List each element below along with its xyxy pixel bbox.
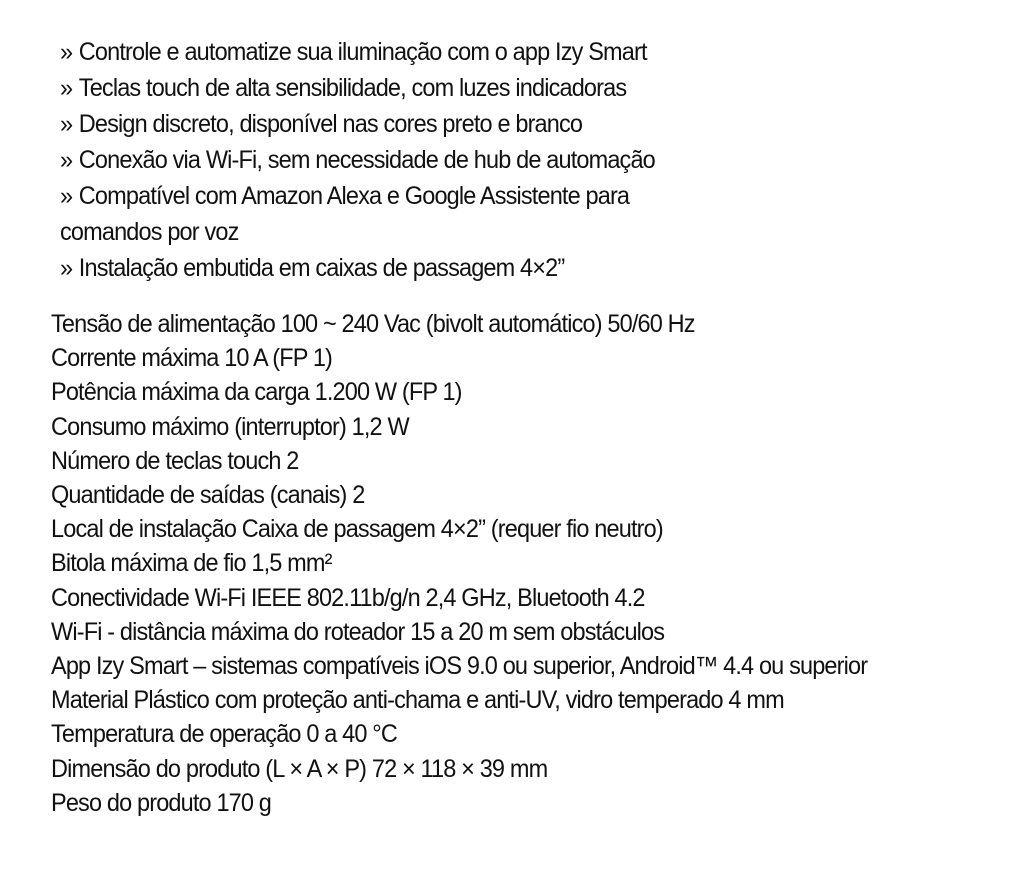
spec-line-max-consumption: Consumo máximo (interruptor) 1,2 W — [51, 412, 409, 441]
feature-item — [60, 178, 718, 214]
spec-line-material: Material Plástico com proteção anti-chama e anti-UV, vidro temperado 4 mm — [51, 686, 784, 715]
bullet-glyph: » — [60, 74, 73, 102]
spec-line-installation: Local de instalação Caixa de passagem 4×2” (requer fio neutro) — [51, 515, 663, 544]
feature-text: Instalação embutida em caixas de passagem 4×2” — [78, 254, 565, 282]
feature-text: comandos por voz — [60, 218, 239, 246]
feature-list — [60, 34, 760, 286]
spec-line-max-load-power: Potência máxima da carga 1.200 W (FP 1) — [51, 378, 462, 407]
feature-text: Controle e automatize sua iluminação com o app Izy Smart — [78, 38, 647, 66]
feature-text: Teclas touch de alta sensibilidade, com luzes indicadoras — [78, 74, 627, 102]
spec-line-connectivity: Conectividade Wi-Fi IEEE 802.11b/g/n 2,4 GHz, Bluetooth 4.2 — [51, 583, 645, 612]
feature-item-continuation — [60, 214, 718, 250]
bullet-glyph: » — [60, 254, 73, 282]
spec-line-wifi-range: Wi-Fi - distância máxima do roteador 15 a 20 m sem obstáculos — [51, 617, 665, 646]
spec-line-dimensions: Dimensão do produto (L × A × P) 72 × 118 × 39 mm — [51, 754, 548, 783]
spec-line-wire-gauge: Bitola máxima de fio 1,5 mm² — [51, 549, 332, 578]
spec-line-outputs: Quantidade de saídas (canais) 2 — [51, 481, 365, 510]
feature-text: Conexão via Wi-Fi, sem necessidade de hub de automação — [78, 146, 655, 174]
feature-text: Compatível com Amazon Alexa e Google Assistente para — [78, 182, 630, 210]
feature-item — [60, 34, 718, 70]
spec-line-max-current: Corrente máxima 10 A (FP 1) — [51, 344, 333, 373]
bullet-glyph: » — [60, 182, 73, 210]
spec-line-weight: Peso do produto 170 g — [51, 788, 272, 817]
bullet-glyph: » — [60, 38, 73, 66]
spec-line-app-compatibility: App Izy Smart – sistemas compatíveis iOS 9.0 ou superior, Android™ 4.4 ou superior — [51, 652, 868, 681]
feature-text: Design discreto, disponível nas cores preto e branco — [78, 110, 583, 138]
feature-item — [60, 106, 718, 142]
feature-item — [60, 142, 718, 178]
spec-line-voltage: Tensão de alimentação 100 ~ 240 Vac (bivolt automático) 50/60 Hz — [51, 310, 695, 338]
spec-line-touch-keys: Número de teclas touch 2 — [51, 446, 299, 475]
bullet-glyph: » — [60, 110, 73, 138]
feature-item — [60, 250, 718, 286]
spec-list — [51, 307, 1011, 820]
spec-line-temperature: Temperatura de operação 0 a 40 °C — [51, 720, 397, 749]
bullet-glyph: » — [60, 146, 73, 174]
feature-item — [60, 70, 718, 106]
